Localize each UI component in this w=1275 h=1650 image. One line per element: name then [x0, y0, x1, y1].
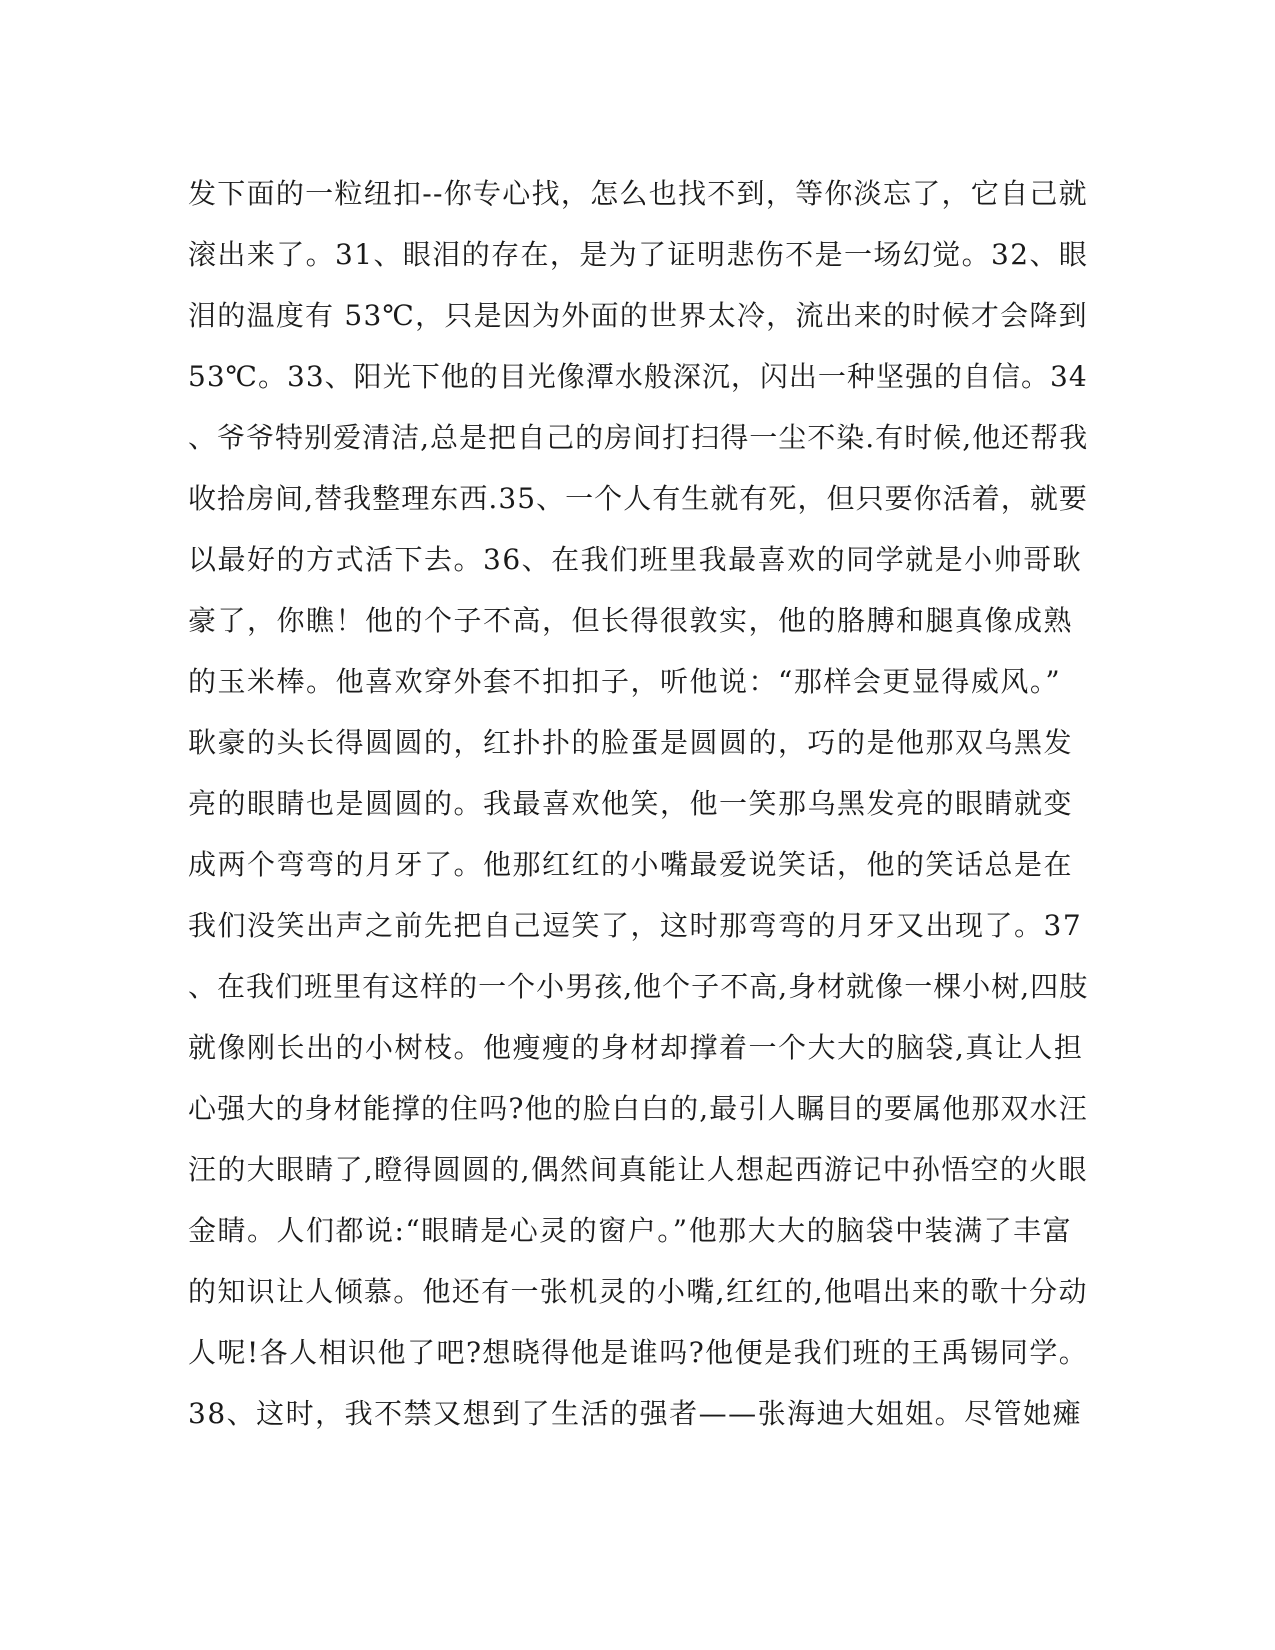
- text-line: 豪了，你瞧！他的个子不高，但长得很敦实，他的胳膊和腿真像成熟: [188, 604, 1074, 637]
- text-line: 耿豪的头长得圆圆的，红扑扑的脸蛋是圆圆的，巧的是他那双乌黑发: [188, 726, 1074, 759]
- text-line: 38、这时，我不禁又想到了生活的强者——张海迪大姐姐。尽管她瘫: [188, 1397, 1083, 1430]
- text-line: 心强大的身材能撑的住吗?他的脸白白的,最引人瞩目的要属他那双水汪: [188, 1092, 1088, 1125]
- text-line: 金睛。人们都说:“眼睛是心灵的窗户。”他那大大的脑袋中装满了丰富: [188, 1214, 1073, 1247]
- text-line: 滚出来了。31、眼泪的存在，是为了证明悲伤不是一场幻觉。32、眼: [188, 238, 1089, 271]
- text-line: 我们没笑出声之前先把自己逗笑了，这时那弯弯的月牙又出现了。37: [188, 909, 1083, 942]
- text-line: 、爷爷特别爱清洁,总是把自己的房间打扫得一尘不染.有时候,他还帮我: [188, 421, 1089, 454]
- text-line: 的知识让人倾慕。他还有一张机灵的小嘴,红红的,他唱出来的歌十分动: [188, 1275, 1088, 1308]
- text-line: 成两个弯弯的月牙了。他那红红的小嘴最爱说笑话，他的笑话总是在: [188, 848, 1074, 881]
- text-line: 收拾房间,替我整理东西.35、一个人有生就有死，但只要你活着，就要: [188, 482, 1088, 515]
- text-line: 的玉米棒。他喜欢穿外套不扣扣子，听他说：“那样会更显得威风。”: [188, 665, 1062, 698]
- text-line: 就像刚长出的小树枝。他瘦瘦的身材却撑着一个大大的脑袋,真让人担: [188, 1031, 1084, 1064]
- text-line: 、在我们班里有这样的一个小男孩,他个子不高,身材就像一棵小树,四肢: [188, 970, 1089, 1003]
- text-line: 亮的眼睛也是圆圆的。我最喜欢他笑，他一笑那乌黑发亮的眼睛就变: [188, 787, 1074, 820]
- text-line: 人呢!各人相识他了吧?想晓得他是谁吗?他便是我们班的王禹锡同学。: [188, 1336, 1089, 1369]
- text-line: 53℃。33、阳光下他的目光像潭水般深沉，闪出一种坚强的自信。34: [188, 360, 1088, 393]
- body-text: [188, 163, 1088, 1444]
- text-line: 汪的大眼睛了,瞪得圆圆的,偶然间真能让人想起西游记中孙悟空的火眼: [188, 1153, 1088, 1186]
- text-line: 发下面的一粒纽扣--你专心找，怎么也找不到，等你淡忘了，它自己就: [188, 177, 1088, 210]
- text-line: 泪的温度有 53℃，只是因为外面的世界太冷，流出来的时候才会降到: [188, 299, 1088, 332]
- text-line: 以最好的方式活下去。36、在我们班里我最喜欢的同学就是小帅哥耿: [188, 543, 1083, 576]
